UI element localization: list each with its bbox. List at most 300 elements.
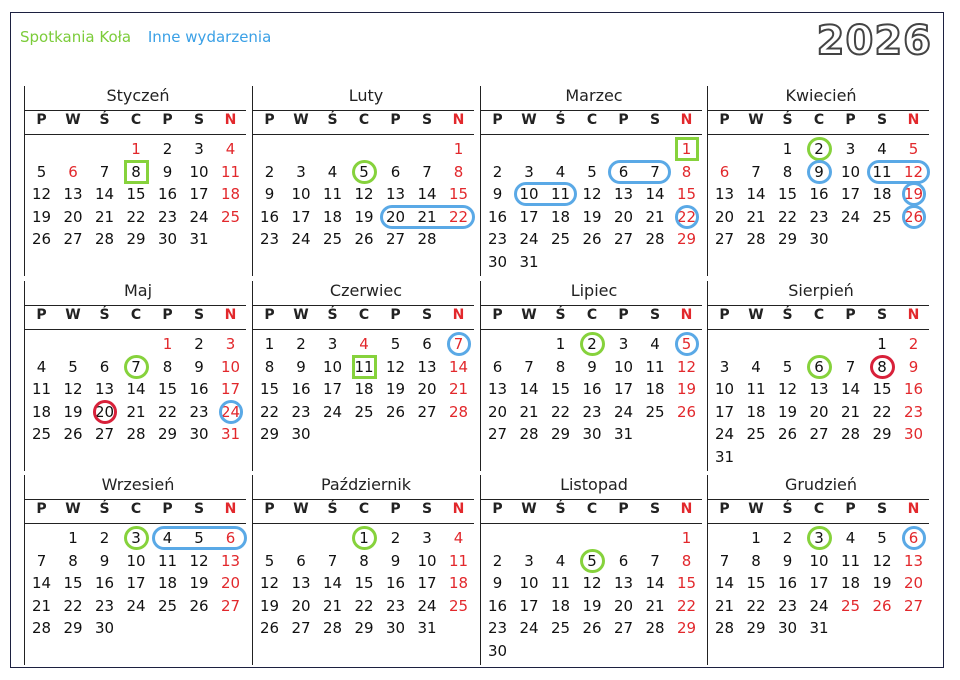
weekday-rule xyxy=(252,134,474,135)
day-cell: 10 xyxy=(809,551,829,570)
day-cell: 7 xyxy=(422,162,432,181)
day-cell: 2 xyxy=(908,335,919,353)
weekday-header: C xyxy=(813,307,825,323)
day-cell: 4 xyxy=(751,357,761,376)
day-cell: 4 xyxy=(555,162,566,181)
day-cell: 4 xyxy=(650,335,660,353)
event-marker xyxy=(902,205,927,229)
day-cell: 9 xyxy=(99,551,110,570)
day-cell: 14 xyxy=(31,574,52,593)
month-divider xyxy=(480,475,481,665)
day-cell: 29 xyxy=(126,230,146,249)
meeting-marker xyxy=(807,526,832,550)
month-name: Lipiec xyxy=(570,281,618,300)
day-cell: 22 xyxy=(157,402,178,421)
day-cell: 1 xyxy=(131,140,141,158)
weekday-rule xyxy=(252,329,474,330)
day-cell: 21 xyxy=(94,207,115,226)
day-cell: 8 xyxy=(359,551,369,570)
day-cell: 5 xyxy=(877,529,887,547)
month-name: Październik xyxy=(320,475,412,494)
weekday-header: P xyxy=(162,112,173,128)
day-cell: 1 xyxy=(359,529,369,547)
weekday-header: C xyxy=(358,501,370,517)
day-cell: 24 xyxy=(613,402,634,421)
day-cell: 28 xyxy=(94,230,115,249)
day-cell: 25 xyxy=(550,619,571,638)
weekday-rule xyxy=(707,329,929,330)
weekday-header: C xyxy=(586,307,598,323)
day-cell: 19 xyxy=(63,402,83,421)
day-cell: 4 xyxy=(36,357,47,376)
day-cell: 29 xyxy=(550,425,571,444)
day-cell: 25 xyxy=(322,230,343,249)
day-cell: 20 xyxy=(903,574,924,593)
weekday-header: S xyxy=(649,307,661,323)
day-cell: 2 xyxy=(162,140,173,158)
day-cell: 3 xyxy=(719,357,730,376)
day-cell: 10 xyxy=(417,551,437,570)
day-cell: 25 xyxy=(746,425,766,444)
day-cell: 29 xyxy=(259,425,280,444)
day-cell: 16 xyxy=(259,207,280,226)
day-cell: 27 xyxy=(809,425,829,444)
day-cell: 31 xyxy=(220,425,241,444)
day-cell: 10 xyxy=(714,380,735,399)
weekday-header: S xyxy=(876,307,888,323)
day-cell: 31 xyxy=(417,619,437,638)
day-cell: 11 xyxy=(645,357,665,376)
weekday-header: Ś xyxy=(99,112,110,128)
day-cell: 19 xyxy=(777,402,798,421)
day-cell: 7 xyxy=(719,551,730,570)
day-cell: 23 xyxy=(259,230,280,249)
day-cell: 15 xyxy=(872,380,892,399)
day-cell: 25 xyxy=(550,230,571,249)
day-cell: 5 xyxy=(587,551,597,570)
day-cell: 23 xyxy=(809,207,829,226)
day-cell: 24 xyxy=(809,596,829,615)
day-cell: 29 xyxy=(746,619,766,638)
weekday-header: S xyxy=(421,501,433,517)
month-divider xyxy=(707,475,708,665)
day-cell: 10 xyxy=(519,574,539,593)
weekday-header: P xyxy=(390,501,401,517)
day-cell: 28 xyxy=(714,619,735,638)
day-cell: 12 xyxy=(385,357,406,376)
day-cell: 28 xyxy=(322,619,343,638)
day-cell: 28 xyxy=(746,230,766,249)
day-cell: 5 xyxy=(390,335,401,353)
day-cell: 27 xyxy=(613,230,634,249)
day-cell: 16 xyxy=(94,574,115,593)
day-cell: 25 xyxy=(645,402,665,421)
day-cell: 7 xyxy=(845,357,856,376)
day-cell: 1 xyxy=(751,529,761,547)
day-cell: 18 xyxy=(322,207,343,226)
day-cell: 5 xyxy=(68,357,78,376)
day-cell: 23 xyxy=(157,207,178,226)
day-cell: 15 xyxy=(746,574,766,593)
day-cell: 7 xyxy=(751,162,761,181)
day-cell: 2 xyxy=(99,529,110,547)
month-name: Marzec xyxy=(565,86,623,105)
month-name: Grudzień xyxy=(784,475,858,494)
day-cell: 23 xyxy=(487,230,508,249)
day-cell: 13 xyxy=(613,185,634,204)
day-cell: 17 xyxy=(519,207,539,226)
day-cell: 6 xyxy=(492,357,503,376)
day-cell: 29 xyxy=(676,230,697,249)
day-cell: 10 xyxy=(126,551,146,570)
weekday-header: W xyxy=(521,307,537,323)
day-cell: 3 xyxy=(814,529,824,547)
day-cell: 2 xyxy=(814,140,824,158)
day-cell: 29 xyxy=(354,619,374,638)
day-cell: 9 xyxy=(264,185,275,204)
day-cell: 19 xyxy=(354,207,374,226)
day-cell: 13 xyxy=(63,185,83,204)
weekday-header: Ś xyxy=(782,307,793,323)
day-cell: 19 xyxy=(872,574,892,593)
month-divider xyxy=(24,281,25,471)
weekday-header: N xyxy=(907,307,920,323)
day-cell: 5 xyxy=(782,357,793,376)
day-cell: 13 xyxy=(487,380,508,399)
day-cell: 24 xyxy=(189,207,209,226)
month-name: Listopad xyxy=(560,475,628,494)
weekday-header: C xyxy=(358,112,370,128)
day-cell: 22 xyxy=(354,596,374,615)
weekday-header: C xyxy=(813,112,825,128)
day-cell: 14 xyxy=(645,574,665,593)
day-cell: 3 xyxy=(422,529,432,547)
day-cell: 6 xyxy=(296,551,306,570)
day-cell: 11 xyxy=(157,551,178,570)
weekday-header: S xyxy=(876,112,888,128)
day-cell: 8 xyxy=(751,551,761,570)
day-cell: 10 xyxy=(322,357,343,376)
day-cell: 30 xyxy=(777,619,798,638)
day-cell: 23 xyxy=(189,402,209,421)
meeting-marker xyxy=(580,332,605,356)
day-cell: 10 xyxy=(291,185,311,204)
weekday-header: S xyxy=(421,307,433,323)
year-title: 2026 xyxy=(816,18,932,64)
month-divider xyxy=(24,86,25,276)
day-cell: 9 xyxy=(162,162,173,181)
month-rule xyxy=(252,499,474,500)
day-cell: 3 xyxy=(524,551,534,570)
day-cell: 11 xyxy=(220,162,241,181)
month-name: Luty xyxy=(348,86,384,105)
weekday-header: S xyxy=(649,501,661,517)
day-cell: 5 xyxy=(194,529,204,547)
day-cell: 8 xyxy=(877,357,887,376)
day-cell: 22 xyxy=(777,207,798,226)
day-cell: 14 xyxy=(840,380,861,399)
day-cell: 18 xyxy=(746,402,766,421)
day-cell: 7 xyxy=(99,162,110,181)
day-cell: 28 xyxy=(519,425,539,444)
day-cell: 2 xyxy=(492,162,503,181)
day-cell: 20 xyxy=(63,207,83,226)
day-cell: 5 xyxy=(264,551,275,570)
weekday-header: S xyxy=(193,501,205,517)
day-cell: 3 xyxy=(845,140,856,158)
weekday-header: Ś xyxy=(327,112,338,128)
event-marker xyxy=(807,160,832,184)
day-cell: 20 xyxy=(714,207,735,226)
day-cell: 2 xyxy=(492,551,503,570)
day-cell: 20 xyxy=(613,207,634,226)
weekday-header: S xyxy=(193,307,205,323)
day-cell: 22 xyxy=(676,207,697,226)
day-cell: 17 xyxy=(126,574,146,593)
day-cell: 27 xyxy=(487,425,508,444)
weekday-header: P xyxy=(492,307,503,323)
month-rule xyxy=(24,110,246,111)
day-cell: 4 xyxy=(845,529,856,547)
weekday-header: C xyxy=(130,307,142,323)
day-cell: 28 xyxy=(448,402,469,421)
day-cell: 24 xyxy=(519,619,539,638)
day-cell: 31 xyxy=(714,448,735,466)
day-cell: 8 xyxy=(264,357,275,376)
weekday-header: P xyxy=(264,307,275,323)
day-cell: 12 xyxy=(354,185,374,204)
weekday-header: C xyxy=(813,501,825,517)
day-cell: 8 xyxy=(782,162,793,181)
day-cell: 7 xyxy=(650,162,660,181)
day-cell: 20 xyxy=(220,574,241,593)
day-cell: 26 xyxy=(259,619,280,638)
meeting-marker xyxy=(580,549,605,573)
day-cell: 6 xyxy=(68,162,78,181)
day-cell: 13 xyxy=(809,380,829,399)
day-cell: 5 xyxy=(36,162,47,181)
day-cell: 21 xyxy=(126,402,146,421)
meeting-marker xyxy=(807,355,832,379)
month-rule xyxy=(480,305,702,306)
day-cell: 28 xyxy=(126,425,146,444)
weekday-header: P xyxy=(845,112,856,128)
weekday-header: C xyxy=(130,501,142,517)
day-cell: 2 xyxy=(782,529,793,547)
day-cell: 20 xyxy=(94,402,115,421)
day-cell: 29 xyxy=(872,425,892,444)
month-divider xyxy=(24,475,25,665)
day-cell: 30 xyxy=(582,425,602,444)
meeting-marker xyxy=(352,160,377,184)
day-cell: 26 xyxy=(903,207,924,226)
weekday-header: C xyxy=(586,501,598,517)
day-cell: 3 xyxy=(131,529,141,547)
day-cell: 21 xyxy=(519,402,539,421)
weekday-header: N xyxy=(224,307,237,323)
month-divider xyxy=(707,281,708,471)
weekday-header: N xyxy=(680,112,693,128)
day-cell: 15 xyxy=(157,380,178,399)
day-cell: 22 xyxy=(63,596,83,615)
day-cell: 23 xyxy=(903,402,924,421)
day-cell: 27 xyxy=(714,230,735,249)
special-marker xyxy=(93,400,118,424)
day-cell: 22 xyxy=(676,596,697,615)
event-marker xyxy=(902,182,927,206)
day-cell: 28 xyxy=(645,619,665,638)
day-cell: 2 xyxy=(194,335,204,353)
day-cell: 29 xyxy=(63,619,83,638)
day-cell: 11 xyxy=(448,551,469,570)
day-cell: 18 xyxy=(645,380,665,399)
day-cell: 14 xyxy=(126,380,146,399)
weekday-header: P xyxy=(719,501,730,517)
day-cell: 15 xyxy=(676,185,697,204)
day-cell: 4 xyxy=(225,140,236,158)
day-cell: 20 xyxy=(417,380,437,399)
day-cell: 17 xyxy=(189,185,209,204)
month-name: Sierpień xyxy=(788,281,854,300)
day-cell: 4 xyxy=(555,551,566,570)
day-cell: 3 xyxy=(524,162,534,181)
day-cell: 22 xyxy=(746,596,766,615)
day-cell: 20 xyxy=(613,596,634,615)
day-cell: 6 xyxy=(814,357,824,376)
day-cell: 17 xyxy=(809,574,829,593)
day-cell: 8 xyxy=(131,162,141,181)
event-marker xyxy=(219,400,244,424)
day-cell: 13 xyxy=(291,574,311,593)
day-cell: 24 xyxy=(417,596,437,615)
day-cell: 8 xyxy=(681,551,692,570)
day-cell: 19 xyxy=(582,207,602,226)
day-cell: 30 xyxy=(291,425,311,444)
day-cell: 30 xyxy=(157,230,178,249)
month-rule xyxy=(24,499,246,500)
legend-meetings: Spotkania Koła xyxy=(20,28,132,46)
day-cell: 17 xyxy=(840,185,861,204)
day-cell: 26 xyxy=(582,230,602,249)
day-cell: 15 xyxy=(550,380,571,399)
weekday-header: W xyxy=(521,112,537,128)
day-cell: 26 xyxy=(777,425,798,444)
weekday-header: W xyxy=(65,501,81,517)
day-cell: 16 xyxy=(903,380,924,399)
day-cell: 12 xyxy=(63,380,83,399)
day-cell: 3 xyxy=(225,335,236,353)
event-marker xyxy=(675,205,700,229)
day-cell: 13 xyxy=(385,185,406,204)
day-cell: 30 xyxy=(189,425,209,444)
weekday-rule xyxy=(252,523,474,524)
day-cell: 6 xyxy=(618,162,629,181)
day-cell: 10 xyxy=(613,357,634,376)
day-cell: 21 xyxy=(448,380,469,399)
day-cell: 4 xyxy=(359,335,369,353)
day-cell: 27 xyxy=(220,596,241,615)
day-cell: 12 xyxy=(582,185,602,204)
day-cell: 21 xyxy=(714,596,735,615)
day-cell: 9 xyxy=(492,185,503,204)
day-cell: 1 xyxy=(681,140,692,158)
weekday-header: P xyxy=(618,307,629,323)
day-cell: 18 xyxy=(157,574,178,593)
day-cell: 11 xyxy=(354,357,374,376)
meeting-marker xyxy=(352,355,377,379)
day-cell: 26 xyxy=(354,230,374,249)
legend xyxy=(20,28,271,46)
month-rule xyxy=(252,305,474,306)
meeting-marker xyxy=(124,160,149,184)
weekday-header: S xyxy=(649,112,661,128)
weekday-header: P xyxy=(264,112,275,128)
day-cell: 9 xyxy=(908,357,919,376)
day-cell: 8 xyxy=(681,162,692,181)
event-marker xyxy=(447,332,472,356)
day-cell: 6 xyxy=(99,357,110,376)
weekday-header: Ś xyxy=(327,501,338,517)
month-rule xyxy=(480,499,702,500)
day-cell: 23 xyxy=(487,619,508,638)
day-cell: 16 xyxy=(189,380,209,399)
day-cell: 2 xyxy=(264,162,275,181)
day-cell: 23 xyxy=(94,596,115,615)
day-cell: 18 xyxy=(550,207,571,226)
weekday-header: P xyxy=(36,501,47,517)
day-cell: 20 xyxy=(809,402,829,421)
weekday-header: Ś xyxy=(782,501,793,517)
day-cell: 30 xyxy=(487,642,508,660)
month-rule xyxy=(480,110,702,111)
month-rule xyxy=(707,499,929,500)
weekday-rule xyxy=(480,134,702,135)
day-cell: 12 xyxy=(872,551,892,570)
day-cell: 24 xyxy=(220,402,241,421)
day-cell: 10 xyxy=(840,162,861,181)
day-cell: 10 xyxy=(189,162,209,181)
day-cell: 1 xyxy=(264,335,275,353)
day-cell: 18 xyxy=(220,185,241,204)
day-cell: 22 xyxy=(872,402,892,421)
legend-other-events: Inne wydarzenia xyxy=(147,28,272,46)
weekday-header: N xyxy=(680,501,693,517)
day-cell: 9 xyxy=(390,551,401,570)
weekday-header: W xyxy=(293,307,309,323)
weekday-header: Ś xyxy=(555,501,566,517)
weekday-header: S xyxy=(876,501,888,517)
day-cell: 19 xyxy=(31,207,52,226)
day-cell: 24 xyxy=(291,230,311,249)
day-cell: 3 xyxy=(194,140,204,158)
day-cell: 3 xyxy=(327,335,338,353)
day-cell: 19 xyxy=(582,596,602,615)
day-cell: 31 xyxy=(613,425,634,444)
day-cell: 10 xyxy=(519,185,539,204)
day-cell: 4 xyxy=(162,529,173,547)
event-marker xyxy=(675,332,700,356)
day-cell: 17 xyxy=(220,380,241,399)
day-cell: 17 xyxy=(714,402,735,421)
day-cell: 13 xyxy=(417,357,437,376)
day-cell: 7 xyxy=(453,335,464,353)
day-cell: 25 xyxy=(354,402,374,421)
day-cell: 22 xyxy=(550,402,571,421)
day-cell: 27 xyxy=(291,619,311,638)
day-cell: 12 xyxy=(189,551,209,570)
day-cell: 27 xyxy=(63,230,83,249)
weekday-header: W xyxy=(293,501,309,517)
